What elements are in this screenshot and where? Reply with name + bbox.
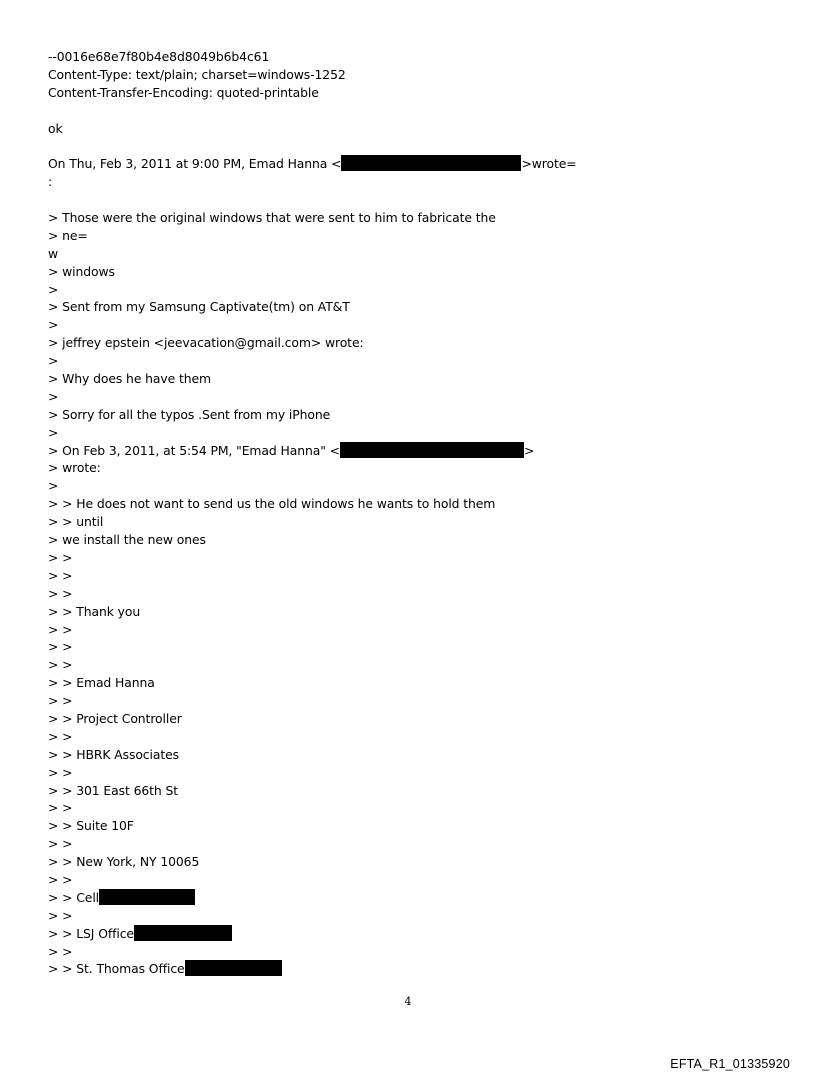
quoted-line: > > bbox=[48, 567, 73, 583]
quoted-line: > bbox=[48, 424, 59, 440]
quoted-line: > > bbox=[48, 585, 73, 601]
quoted-header-line bbox=[48, 442, 768, 460]
quoted-line: > > bbox=[48, 871, 73, 887]
quoted-line: > bbox=[48, 281, 59, 297]
quoted-line: > windows bbox=[48, 263, 115, 279]
page-number: 4 bbox=[404, 995, 412, 1008]
signature-lsj-office-label: > > LSJ Office bbox=[48, 925, 134, 941]
mime-boundary-line: --0016e68e7f80b4e8d8049b6b4c61 bbox=[48, 49, 270, 64]
quoted-line: > Sent from my Samsung Captivate(tm) on AT&T bbox=[48, 299, 350, 315]
quoted-line: > Those were the original windows that were sent to him to fabricate the bbox=[48, 210, 496, 226]
signature-cell-label: > > Cell bbox=[48, 889, 100, 905]
quoted-header-text: > On Feb 3, 2011, at 5:54 PM, "Emad Hanna" < bbox=[48, 442, 340, 458]
quoted-line: > ne= bbox=[48, 227, 88, 243]
quoted-line: > we install the new ones bbox=[48, 532, 206, 548]
quoted-line: > > bbox=[48, 728, 73, 744]
quoted-line: > > bbox=[48, 836, 73, 852]
signature-name-line: > > Emad Hanna bbox=[48, 675, 155, 691]
quoted-line: > bbox=[48, 388, 59, 404]
quoted-header-tail: > bbox=[523, 442, 535, 458]
quoted-line: > > bbox=[48, 764, 73, 780]
signature-suite-line: > > Suite 10F bbox=[48, 818, 134, 834]
signature-title-line: > > Project Controller bbox=[48, 710, 182, 726]
quoted-line: > > bbox=[48, 943, 73, 959]
quoted-line: > > bbox=[48, 800, 73, 816]
quoted-line: > wrote: bbox=[48, 460, 101, 476]
quoted-line: w bbox=[48, 245, 59, 261]
redaction-box bbox=[341, 155, 521, 171]
quoted-line: > > Thank you bbox=[48, 603, 141, 619]
quote-header-text: On Thu, Feb 3, 2011 at 9:00 PM, Emad Hanna < bbox=[48, 156, 342, 172]
quoted-line: : bbox=[48, 174, 53, 190]
quote-header-line bbox=[48, 155, 768, 173]
email-body bbox=[48, 48, 768, 978]
signature-st-thomas-office-label: > > St. Thomas Office bbox=[48, 961, 185, 977]
content-transfer-encoding-line: Content-Transfer-Encoding: quoted-printable bbox=[48, 84, 319, 100]
quoted-line: > > bbox=[48, 693, 73, 709]
quoted-line: > > bbox=[48, 907, 73, 923]
blank-line bbox=[48, 102, 768, 120]
redaction-box bbox=[99, 889, 195, 905]
blank-line bbox=[48, 191, 768, 209]
reply-text-line: ok bbox=[48, 120, 63, 136]
blank-line bbox=[48, 137, 768, 155]
redaction-box bbox=[185, 960, 282, 976]
quoted-line: > bbox=[48, 353, 59, 369]
signature-lsj-office-line bbox=[48, 925, 768, 943]
signature-city-line: > > New York, NY 10065 bbox=[48, 854, 200, 870]
document-id: EFTA_R1_01335920 bbox=[670, 1057, 790, 1071]
redaction-box bbox=[134, 925, 232, 941]
quoted-line: > Sorry for all the typos .Sent from my iPhone bbox=[48, 406, 331, 422]
quote-header-tail: >wrote= bbox=[521, 156, 577, 172]
quoted-line: > > until bbox=[48, 514, 104, 530]
content-type-line: Content-Type: text/plain; charset=windows-1252 bbox=[48, 66, 346, 82]
quoted-line: > > bbox=[48, 621, 73, 637]
quoted-line: > Why does he have them bbox=[48, 371, 212, 387]
quoted-line: > > bbox=[48, 639, 73, 655]
quoted-line: > > bbox=[48, 549, 73, 565]
quoted-line: > bbox=[48, 317, 59, 333]
signature-address-line: > > 301 East 66th St bbox=[48, 782, 179, 798]
quoted-line: > jeffrey epstein <jeevacation@gmail.com> wrote: bbox=[48, 335, 364, 351]
signature-cell-line bbox=[48, 889, 768, 907]
signature-st-thomas-office-line bbox=[48, 960, 768, 978]
quoted-line: > > He does not want to send us the old windows he wants to hold them bbox=[48, 496, 496, 512]
signature-company-line: > > HBRK Associates bbox=[48, 746, 179, 762]
redaction-box bbox=[340, 442, 524, 458]
quoted-line: > > bbox=[48, 657, 73, 673]
quoted-line: > bbox=[48, 478, 59, 494]
